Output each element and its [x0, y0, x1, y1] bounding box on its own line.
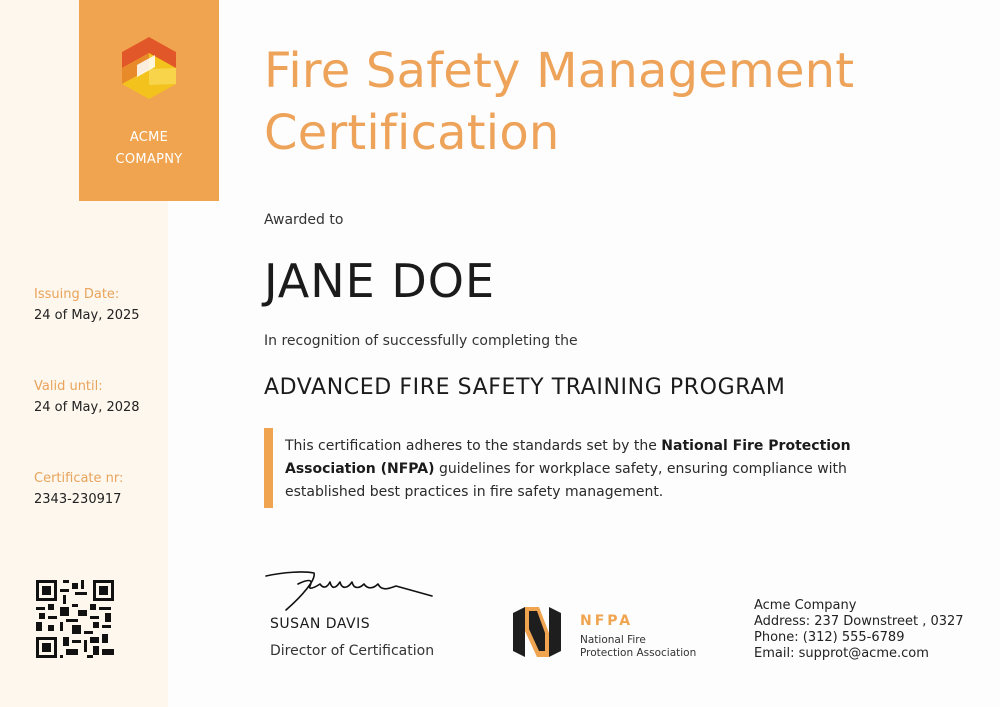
- certificate-title: [264, 40, 964, 164]
- valid-until-label: Valid until:: [34, 379, 103, 394]
- logo-line-2: COMAPNY: [115, 152, 183, 167]
- contact-block: [754, 598, 964, 662]
- awarded-to-label: Awarded to: [264, 212, 344, 228]
- qr-code-icon: [36, 580, 114, 658]
- recipient-name: JANE DOE: [264, 254, 496, 308]
- program-name: ADVANCED FIRE SAFETY TRAINING PROGRAM: [264, 375, 786, 400]
- valid-until-block: [34, 379, 140, 416]
- signature-icon: [264, 568, 439, 613]
- contact-address: Address: 237 Downstreet , 0327: [754, 614, 964, 629]
- contact-phone: Phone: (312) 555-6789: [754, 630, 905, 645]
- signer-role: Director of Certification: [270, 643, 435, 659]
- note-text-2: guidelines for workplace safety, ensuring compliance with established best practices in fire safety management.: [285, 461, 847, 500]
- certificate-number-block: [34, 471, 123, 508]
- nfpa-logo-icon: [511, 603, 563, 661]
- recognition-text: In recognition of successfully completing the: [264, 333, 578, 349]
- contact-email: Email: supprot@acme.com: [754, 646, 929, 661]
- certificate-number-label: Certificate nr:: [34, 471, 124, 486]
- nfpa-line-2: Protection Association: [580, 647, 697, 659]
- contact-company: Acme Company: [754, 598, 857, 613]
- company-logo-box: [79, 0, 219, 201]
- note-bold-org: National Fire Protection Association (NFPA): [285, 438, 851, 477]
- nfpa-abbreviation: NFPA: [580, 613, 634, 629]
- nfpa-line-1: National Fire: [580, 634, 646, 646]
- title-line-1: Fire Safety Management: [264, 43, 855, 99]
- signer-name: SUSAN DAVIS: [270, 616, 371, 632]
- nfpa-full-name: [580, 634, 720, 660]
- issuing-date-label: Issuing Date:: [34, 287, 120, 302]
- note-accent-bar: [264, 428, 273, 508]
- issuing-date-value: 24 of May, 2025: [34, 308, 140, 323]
- issuing-date-block: [34, 287, 140, 324]
- company-logo-text: [79, 127, 219, 171]
- title-line-2: Certification: [264, 105, 560, 161]
- note-text-1: This certification adheres to the standards set by the: [285, 438, 662, 454]
- certificate-number-value: 2343-230917: [34, 492, 122, 507]
- logo-line-1: ACME: [129, 130, 169, 145]
- valid-until-value: 24 of May, 2028: [34, 400, 140, 415]
- compliance-note: [285, 435, 905, 504]
- hexagon-logo-icon: [119, 35, 179, 101]
